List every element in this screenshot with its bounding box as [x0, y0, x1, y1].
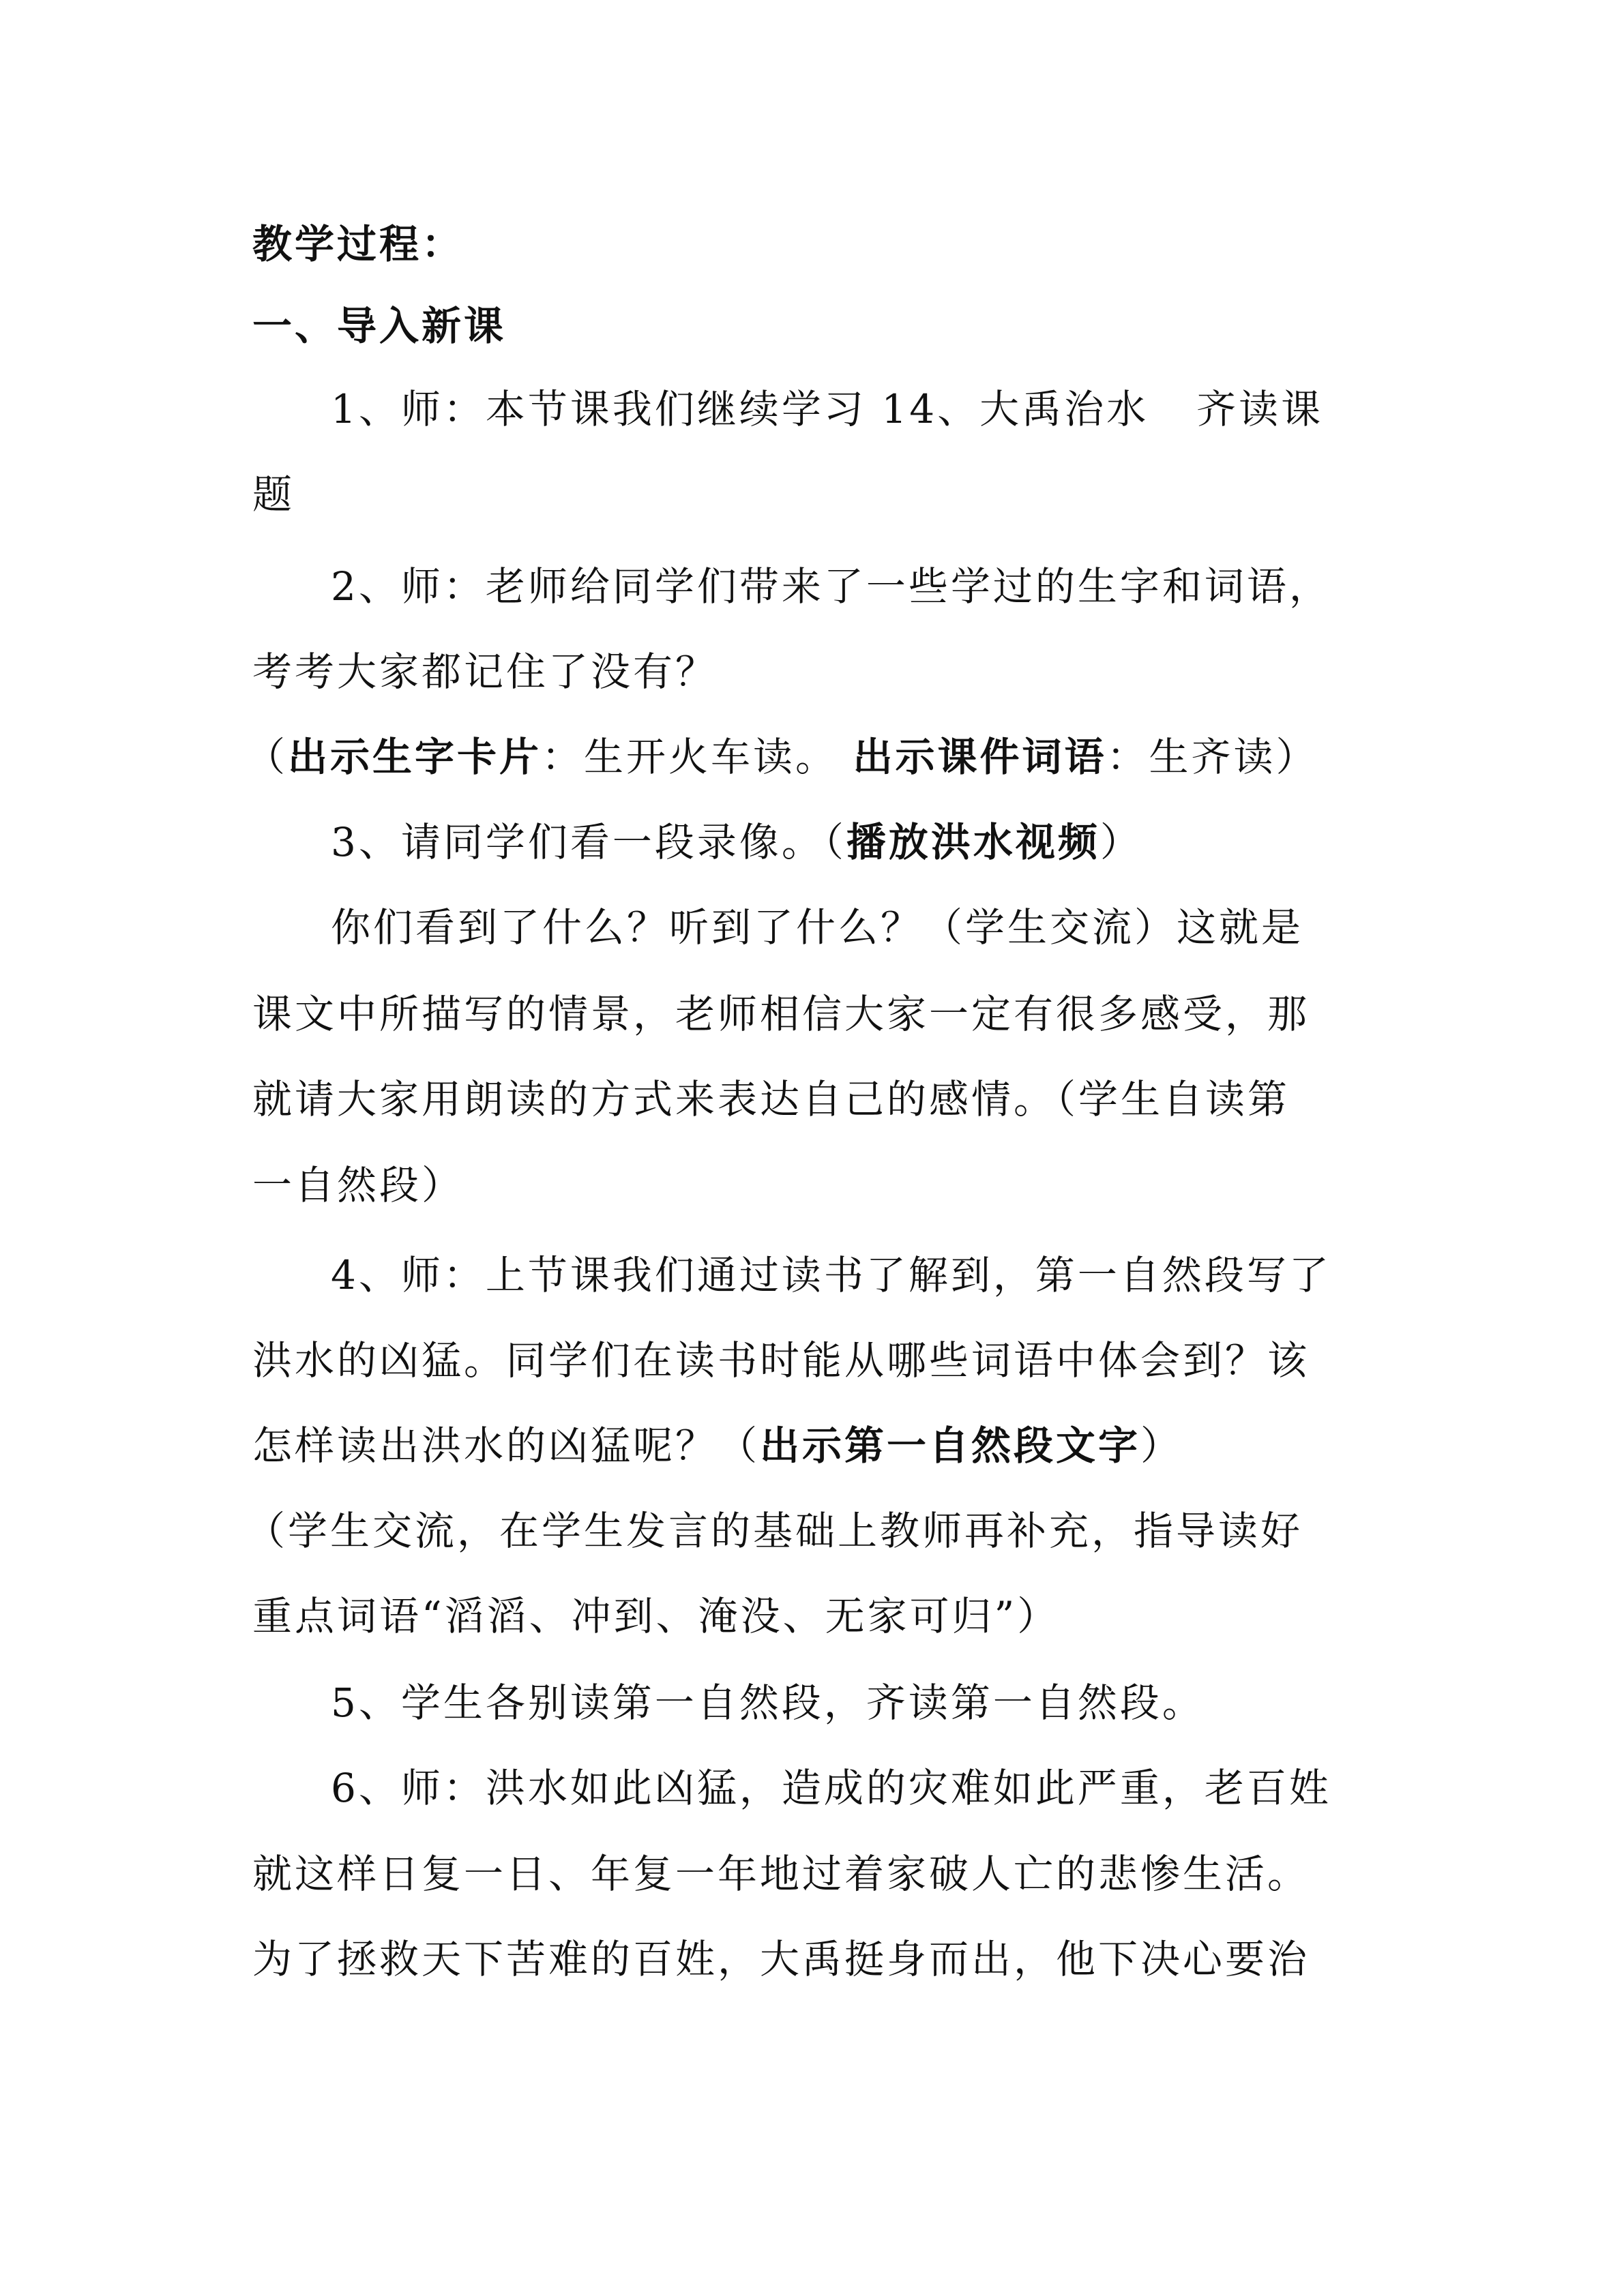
show-words-text: ：生齐读）: [1106, 734, 1318, 780]
paragraph-2-line-1: [331, 559, 1449, 614]
p3b-text-line4: 一自然段）: [252, 1162, 464, 1208]
p4-text-line5: 重点词语“滔滔、冲到、淹没、无家可归”）: [252, 1593, 1060, 1639]
paragraph-2-line-2: [252, 644, 1371, 699]
show-cards-line: [246, 730, 1364, 784]
p2-text-line2: 考考大家都记住了没有？: [252, 648, 718, 695]
section1-title-text: 一、导入新课: [252, 303, 507, 349]
paragraph-4-line-1: [331, 1248, 1449, 1302]
show-cards-bold: 出示生字卡片: [288, 734, 542, 780]
p1-text-a: 1、师：本节课我们继续学习 14、大禹治水: [331, 386, 1149, 432]
p4-text-line4: （学生交流，在学生发言的基础上教师再补充，指导读好: [246, 1508, 1303, 1554]
p4-text-line3: 怎样读出洪水的凶猛呢？（: [252, 1422, 761, 1469]
p2-text-line1: 2、师：老师给同学们带来了一些学过的生字和词语，: [331, 563, 1331, 610]
paragraph-6-line-3: [252, 1932, 1371, 1986]
paragraph-4-line-2: [252, 1333, 1371, 1388]
show-cards-text: ：生开火车读。: [542, 734, 838, 780]
paragraph-6-line-2: [252, 1847, 1371, 1901]
p6-text-line1: 6、师：洪水如此凶猛，造成的灾难如此严重，老百姓: [331, 1765, 1331, 1811]
p3-bold: 播放洪水视频: [846, 819, 1100, 865]
paragraph-4-line-4: [246, 1504, 1364, 1558]
p3b-text-line2: 课文中所描写的情景，老师相信大家一定有很多感受，那: [252, 991, 1310, 1037]
paragraph-5-line-1: [331, 1675, 1449, 1730]
paragraph-1-line-2: [252, 467, 1371, 522]
show-words-bold: 出示课件词语: [853, 734, 1107, 780]
p4-text-line1: 4、师：上节课我们通过读书了解到，第一自然段写了: [331, 1252, 1331, 1298]
paragraph-6-line-1: [331, 1761, 1449, 1815]
p3b-text-line3: 就请大家用朗读的方式来表达自己的感情。（学生自读第: [252, 1076, 1290, 1122]
p3-close: ）: [1099, 819, 1142, 865]
paragraph-4-line-5: [252, 1589, 1371, 1643]
paragraph-3b-line-1: [331, 900, 1449, 955]
p6-text-line3: 为了拯救天下苦难的百姓，大禹挺身而出，他下决心要治: [252, 1936, 1310, 1982]
paragraph-1-line-1: [331, 382, 1449, 436]
p3-text: 3、请同学们看一段录像。（: [331, 819, 846, 865]
p4-close: ）: [1140, 1422, 1183, 1469]
paragraph-3b-line-3: [252, 1072, 1371, 1127]
p4-text-line2: 洪水的凶猛。同学们在读书时能从哪些词语中体会到？该: [252, 1337, 1310, 1384]
p4-bold: 出示第一自然段文字: [760, 1422, 1141, 1469]
section-heading: [252, 217, 1371, 271]
paragraph-3-line-1: [331, 815, 1449, 869]
p1-text-b: 齐读课: [1196, 386, 1324, 432]
paragraph-3b-line-4: [252, 1158, 1371, 1212]
heading-text: 教学过程：: [252, 221, 464, 267]
section1-title: [252, 299, 1371, 353]
p3b-text-line1: 你们看到了什么？听到了什么？（学生交流）这就是: [331, 904, 1304, 951]
p5-text-line1: 5、学生各别读第一自然段，齐读第一自然段。: [331, 1680, 1205, 1726]
paragraph-4-line-3: [252, 1418, 1371, 1473]
paren-open: （: [246, 734, 289, 780]
paragraph-3b-line-2: [252, 987, 1371, 1041]
p6-text-line2: 就这样日复一日、年复一年地过着家破人亡的悲惨生活。: [252, 1851, 1310, 1897]
p1-text-line2: 题: [252, 471, 295, 518]
